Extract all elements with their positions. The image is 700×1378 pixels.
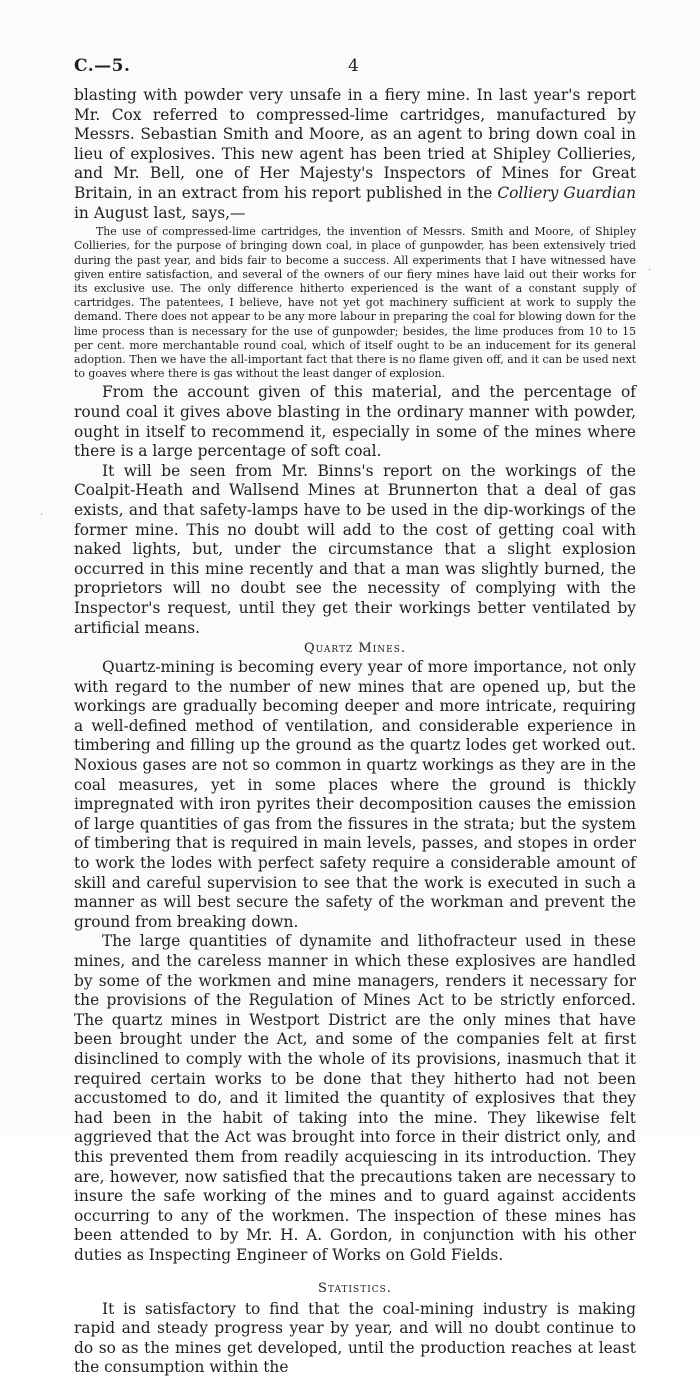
block-quote: The use of compressed-lime cartridges, the invention of Messrs. Smith and Moore, of Shipley Collieries, for the purpose of bringing down coal, in place of gunpowder, has been extensively tried during the past year, and bids fair to become a success. All experiments that I have witnessed have given entire satisfaction, and several of the owners of our fiery mines have laid out their works for its exclusive use. The only difference hitherto experienced is the want of a constant supply of cartridges. The patentees, I believe, have not yet got machinery sufficient at work to supply the demand. There does not appear to be any more labour in preparing the coal for blowing down for the lime process than is necessary for the use of gunpowder; besides, the lime produces from 10 to 15 per cent. more merchantable round coal, which of itself ought to be an inducement for its general adoption. Then we have the all-important fact that there is no flame given off, and it can be used next to goaves where there is gas without the least danger of explosion. [74,225,636,381]
page-body [74,86,636,1378]
margin-speck: · [40,510,44,521]
paragraph-explosives: The large quantities of dynamite and lithofracteur used in these mines, and the careless manner in which these explosives are handled by some of the workmen and mine managers, renders it necessary for the provisions of the Regulation of Mines Act to be strictly enforced. The quartz mines in Westport District are the only mines that have been brought under the Act, and some of the companies felt at first disinclined to comply with the whole of its provisions, inasmuch that it required certain works to be done that they hitherto had not been accustomed to do, and it limited the quantity of explosives that they had been in the habit of taking into the mine. They likewise felt aggrieved that the Act was brought into force in their district only, and this prevented them from readily acquiescing in its introduction. They are, however, now satisfied that the precautions taken are necessary to insure the safe working of the mines and to guard against accidents occurring to any of the workmen. The inspection of these mines has been attended to by Mr. H. A. Gordon, in conjunction with his other duties as Inspecting Engineer of Works on Gold Fields. [74,932,636,1264]
paragraph-gas-safety: It will be seen from Mr. Binns's report on the workings of the Coalpit-Heath and Wallsend Mines at Brunnerton that a deal of gas exists, and that safety-lamps have to be used in the dip-workings of the former mine. This no doubt will add to the cost of getting coal with naked lights, but, under the circumstance that a slight explosion occurred in this mine recently and that a man was slightly burned, the proprietors will no doubt see the necessity of complying with the Inspector's request, until they get their workings better ventilated by artificial means. [74,461,636,637]
margin-speck: · [648,265,652,276]
document-reference: C.—5. [74,56,131,76]
section-heading-quartz-mines: Quartz Mines. [303,641,407,657]
paragraph-blasting [74,86,636,223]
paragraph-text: in August last, says,— [74,203,246,222]
publication-title: Colliery Guardian [497,183,637,202]
paragraph-quartz-mining: Quartz-mining is becoming every year of more importance, not only with regard to the number of new mines that are opened up, but the workings are gradually becoming deeper and more intricate, requiring a well-defined method of ventilation, and considerable experience in timbering and filling up the ground as the quartz lodes get worked out. Noxious gases are not so common in quartz workings as they are in the coal measures, yet in some places where the ground is thickly impregnated with iron pyrites their decomposition causes the emission of large quantities of gas from the fissures in the strata; but the system of timbering that is required in main levels, passes, and stopes in order to work the lodes with perfect safety require a considerable amount of skill and careful supervision to see that the work is executed in such a manner as will best secure the safety of the workman and prevent the ground from breaking down. [74,658,636,931]
paragraph-text: blasting with powder very unsafe in a fiery mine. In last year's report Mr. Cox referred to compressed-lime cartridges, manufactured by Messrs. Sebastian Smith and Moore, as an agent to bring down coal in lieu of explosives. This new agent has been tried at Shipley Collieries, and Mr. Bell, one of Her Majesty's Inspectors of Mines for Great Britain, in an extract from his report published in the [74,86,636,202]
page-number: 4 [348,56,359,76]
paragraph-round-coal: From the account given of this material, and the percentage of round coal it gives above blasting in the ordinary manner with powder, ought in itself to recommend it, especially in some of the mines where there is a large percentage of soft coal. [74,383,636,461]
paragraph-statistics: It is satisfactory to find that the coal-mining industry is making rapid and steady progress year by year, and will no doubt continue to do so as the mines get developed, until the production reaches at least the consumption within the [74,1299,636,1377]
page-header [74,56,636,80]
section-heading-statistics: Statistics. [318,1280,392,1296]
